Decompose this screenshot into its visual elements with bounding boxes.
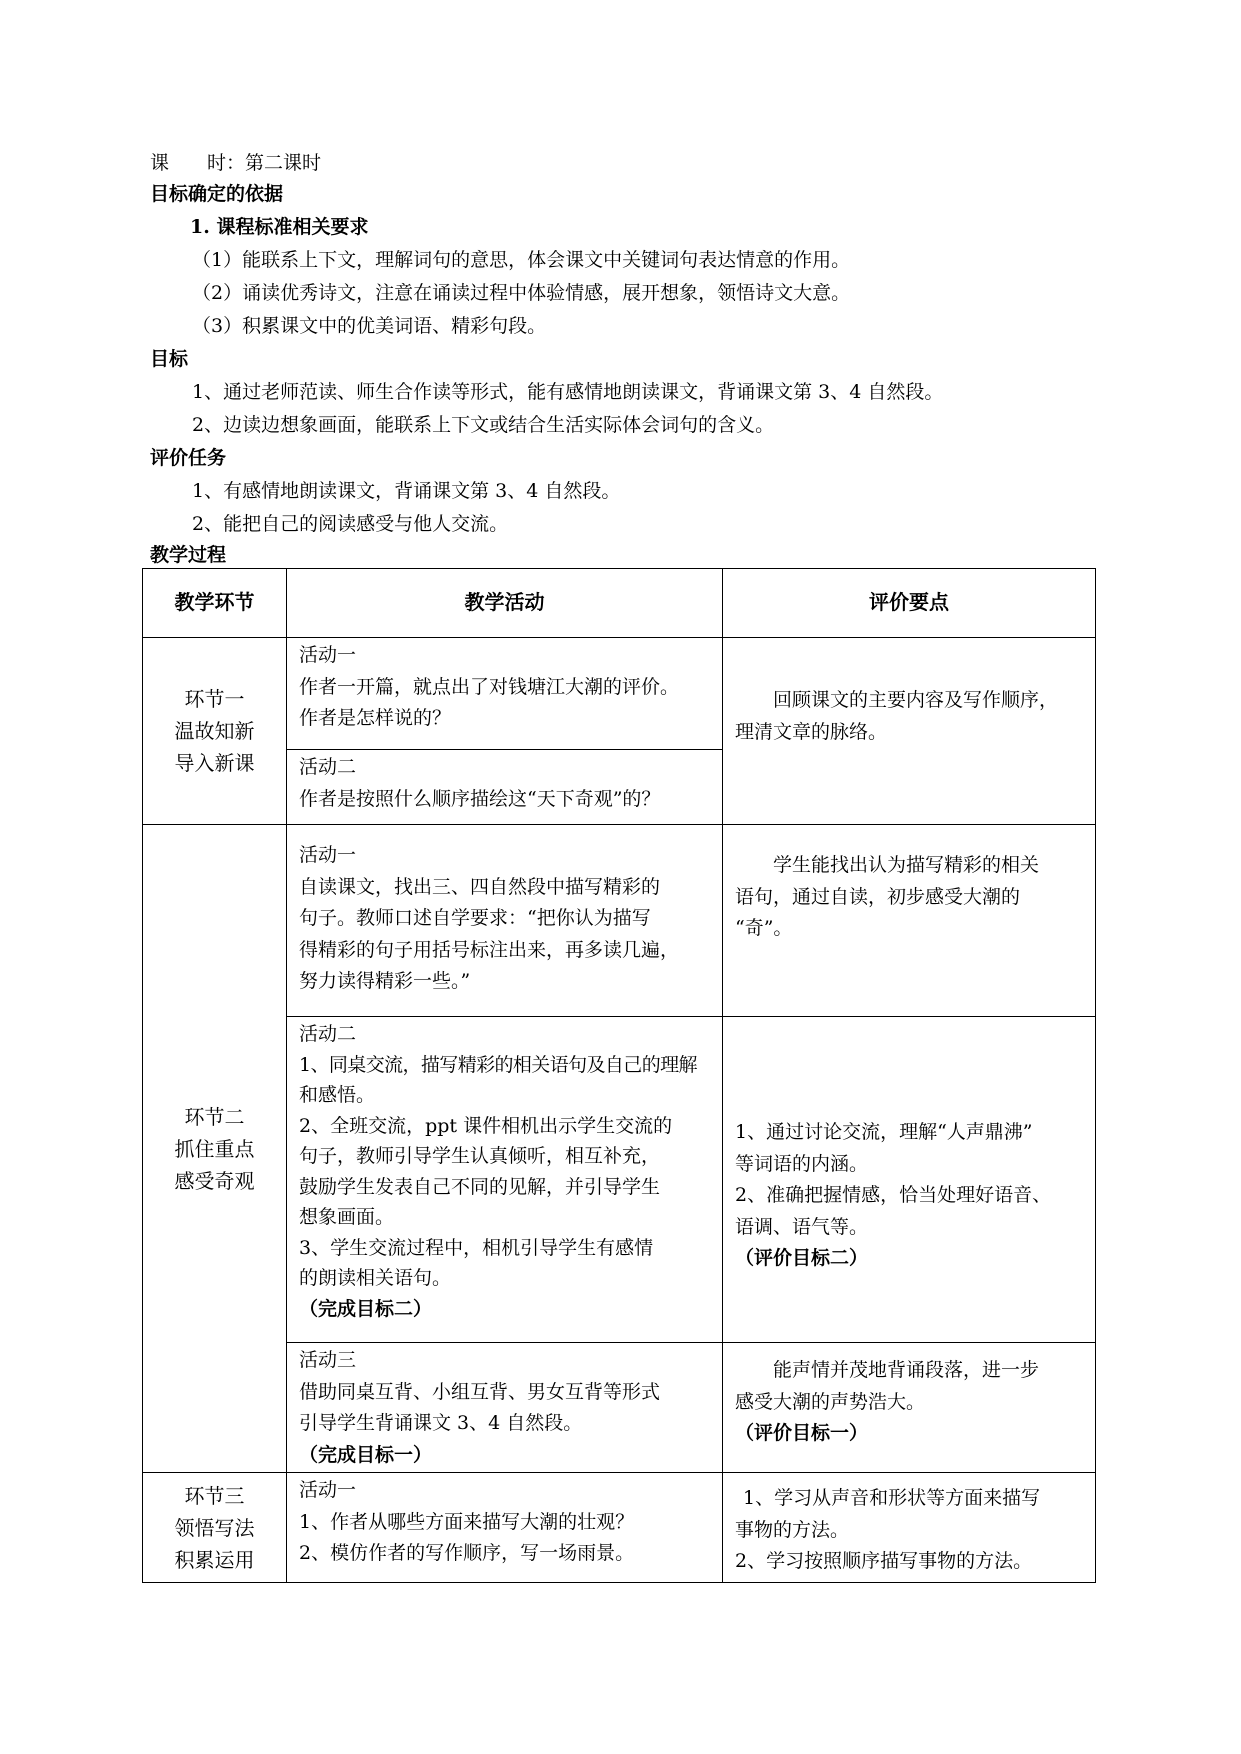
task-1: 1、有感情地朗读课文，背诵课文第 3、4 自然段。 bbox=[192, 480, 621, 502]
evaluation-text: 1、学习从声音和形状等方面来描写 bbox=[743, 1487, 1041, 1509]
activity-text: 引导学生背诵课文 3、4 自然段。 bbox=[299, 1412, 583, 1434]
activity-text: 2、全班交流，ppt 课件相机出示学生交流的 bbox=[299, 1114, 673, 1137]
requirement-3: （3）积累课文中的优美词语、精彩句段。 bbox=[192, 315, 547, 337]
stage-3-line: 环节三 bbox=[184, 1483, 245, 1508]
stage-1-evaluation bbox=[723, 638, 1096, 825]
stage-1 bbox=[143, 638, 287, 825]
stage-2-evaluation-3 bbox=[723, 1343, 1096, 1473]
evaluation-text: 回顾课文的主要内容及写作顺序， bbox=[773, 689, 1059, 711]
stage-3-line: 积累运用 bbox=[174, 1547, 255, 1572]
evaluation-text: 2、学习按照顺序描写事物的方法。 bbox=[735, 1550, 1033, 1572]
activity-text: 1、作者从哪些方面来描写大潮的壮观？ bbox=[299, 1510, 635, 1533]
curriculum-title: 1. 课程标准相关要求 bbox=[190, 216, 369, 238]
activity-text: 的朗读相关语句。 bbox=[299, 1267, 452, 1289]
activity-label: 活动一 bbox=[299, 1479, 357, 1501]
stage-2 bbox=[143, 825, 287, 1473]
task-2: 2、能把自己的阅读感受与他人交流。 bbox=[192, 513, 509, 535]
stage-2-evaluation-1 bbox=[723, 825, 1096, 1017]
goal-1: 1、通过老师范读、师生合作读等形式，能有感情地朗读课文，背诵课文第 3、4 自然段。 bbox=[192, 381, 944, 403]
activity-text: 借助同桌互背、小组互背、男女互背等形式 bbox=[299, 1380, 661, 1403]
stage-2-activity-3 bbox=[287, 1343, 723, 1473]
evaluation-text: 2、准确把握情感，恰当处理好语音、 bbox=[735, 1184, 1052, 1206]
activity-goal-note: （完成目标二） bbox=[299, 1297, 433, 1320]
evaluation-text: 学生能找出认为描写精彩的相关 bbox=[773, 854, 1040, 876]
evaluation-text: 理清文章的脉络。 bbox=[735, 720, 888, 743]
activity-label: 活动一 bbox=[299, 844, 357, 866]
header-stage: 教学环节 bbox=[143, 569, 287, 638]
stage-3-evaluation bbox=[723, 1473, 1096, 1583]
stage-3-line: 领悟写法 bbox=[174, 1515, 255, 1540]
activity-text: 鼓励学生发表自己不同的见解，并引导学生 bbox=[299, 1175, 661, 1198]
stage-3-activity-1 bbox=[287, 1473, 723, 1583]
teaching-process-table bbox=[142, 568, 1096, 1583]
lesson-period-label: 课 时： bbox=[150, 152, 246, 174]
stage-2-line: 感受奇观 bbox=[174, 1168, 255, 1193]
activity-text: 和感悟。 bbox=[299, 1084, 376, 1106]
evaluation-text: 事物的方法。 bbox=[735, 1518, 850, 1541]
activity-text: 3、学生交流过程中，相机引导学生有感情 bbox=[299, 1236, 654, 1259]
activity-text: 努力读得精彩一些。” bbox=[299, 970, 471, 992]
evaluation-goal-note: （评价目标一） bbox=[735, 1422, 869, 1444]
activity-text: 自读课文，找出三、四自然段中描写精彩的 bbox=[299, 875, 661, 898]
evaluation-goal-note: （评价目标二） bbox=[735, 1247, 869, 1269]
activity-text: 作者一开篇，就点出了对钱塘江大潮的评价。 bbox=[299, 675, 680, 698]
lesson-period-value: 第二课时 bbox=[245, 152, 322, 174]
header-evaluation: 评价要点 bbox=[723, 569, 1096, 638]
stage-1-activity-1 bbox=[287, 638, 723, 750]
evaluation-text: 语调、语气等。 bbox=[735, 1215, 869, 1238]
activity-label: 活动二 bbox=[299, 1023, 357, 1045]
process-title: 教学过程 bbox=[150, 544, 227, 566]
stage-2-activity-1 bbox=[287, 825, 723, 1017]
basis-title: 目标确定的依据 bbox=[150, 183, 284, 205]
stage-1-line: 导入新课 bbox=[174, 751, 255, 775]
tasks-title: 评价任务 bbox=[150, 447, 227, 469]
activity-text: 1、同桌交流，描写精彩的相关语句及自己的理解 bbox=[299, 1053, 697, 1076]
evaluation-text: 感受大潮的声势浩大。 bbox=[735, 1390, 926, 1413]
goal-2: 2、边读边想象画面，能联系上下文或结合生活实际体会词句的含义。 bbox=[192, 414, 775, 436]
evaluation-text: 等词语的内涵。 bbox=[735, 1152, 869, 1175]
stage-1-line: 温故知新 bbox=[174, 719, 255, 743]
evaluation-text: 能声情并茂地背诵段落，进一步 bbox=[773, 1359, 1040, 1381]
goals-title: 目标 bbox=[150, 348, 189, 370]
activity-text: 2、模仿作者的写作顺序，写一场雨景。 bbox=[299, 1542, 635, 1564]
activity-goal-note: （完成目标一） bbox=[299, 1443, 433, 1466]
activity-label: 活动一 bbox=[299, 644, 357, 666]
stage-2-evaluation-2 bbox=[723, 1017, 1096, 1343]
requirement-2: （2）诵读优秀诗文，注意在诵读过程中体验情感，展开想象，领悟诗文大意。 bbox=[192, 282, 851, 304]
activity-text: 想象画面。 bbox=[299, 1206, 395, 1228]
stage-2-activity-2 bbox=[287, 1017, 723, 1343]
header-activity: 教学活动 bbox=[287, 569, 723, 638]
requirement-1: （1）能联系上下文，理解词句的意思，体会课文中关键词句表达情意的作用。 bbox=[192, 249, 851, 271]
activity-text: 句子，教师引导学生认真倾听，相互补充， bbox=[299, 1145, 661, 1167]
stage-2-line: 抓住重点 bbox=[174, 1136, 255, 1161]
activity-text: 得精彩的句子用括号标注出来，再多读几遍， bbox=[299, 938, 680, 961]
activity-label: 活动二 bbox=[299, 756, 357, 778]
evaluation-text: “奇”。 bbox=[735, 917, 793, 939]
evaluation-text: 语句，通过自读，初步感受大潮的 bbox=[735, 885, 1021, 908]
activity-text: 作者是怎样说的？ bbox=[299, 707, 452, 729]
evaluation-text: 1、通过讨论交流，理解“人声鼎沸” bbox=[735, 1121, 1033, 1143]
stage-1-line: 环节一 bbox=[184, 687, 245, 711]
activity-text: 作者是按照什么顺序描绘这“天下奇观”的？ bbox=[299, 787, 661, 810]
activity-label: 活动三 bbox=[299, 1349, 357, 1371]
stage-3 bbox=[143, 1473, 287, 1583]
stage-1-activity-2 bbox=[287, 750, 723, 825]
activity-text: 句子。教师口述自学要求：“把你认为描写 bbox=[299, 907, 651, 929]
lesson-period bbox=[150, 150, 321, 176]
stage-2-line: 环节二 bbox=[184, 1104, 245, 1129]
